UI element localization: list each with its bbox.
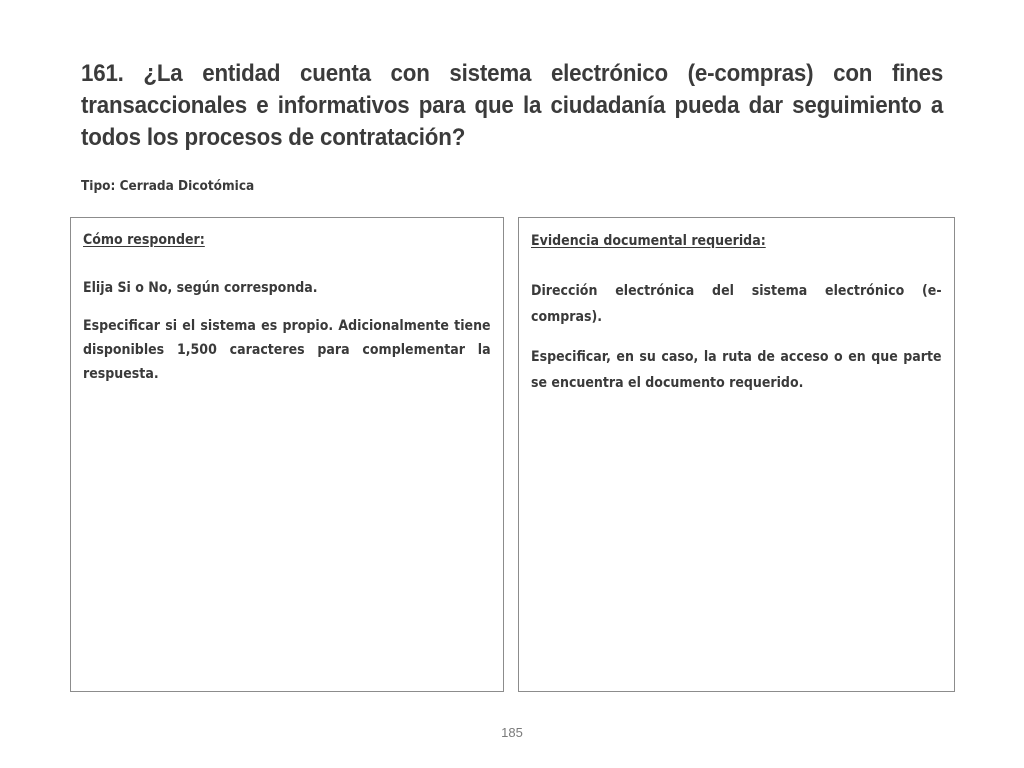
evidence-panel [518, 217, 955, 692]
how-to-answer-paragraph: Elija Si o No, según corresponda. [83, 280, 318, 296]
question-title: 161. ¿La entidad cuenta con sistema electrónico (e-compras) con fines transaccionales e informativos para que la ciudadanía pueda dar seguimiento a todos los procesos de contratación? [81, 60, 944, 151]
question-type: Tipo: Cerrada Dicotómica [81, 178, 255, 194]
page-number: 185 [501, 725, 523, 740]
evidence-heading: Evidencia documental requerida: [531, 233, 766, 249]
how-to-answer-panel [70, 217, 504, 692]
how-to-answer-heading: Cómo responder: [83, 232, 205, 248]
evidence-paragraph: Especificar, en su caso, la ruta de acceso o en que parte se encuentra el documento requerido. [531, 349, 942, 391]
evidence-paragraph: Dirección electrónica del sistema electrónico (e-compras). [531, 283, 942, 325]
how-to-answer-paragraph: Especificar si el sistema es propio. Adicionalmente tiene disponibles 1,500 caracteres para complementar la respuesta. [83, 318, 491, 382]
